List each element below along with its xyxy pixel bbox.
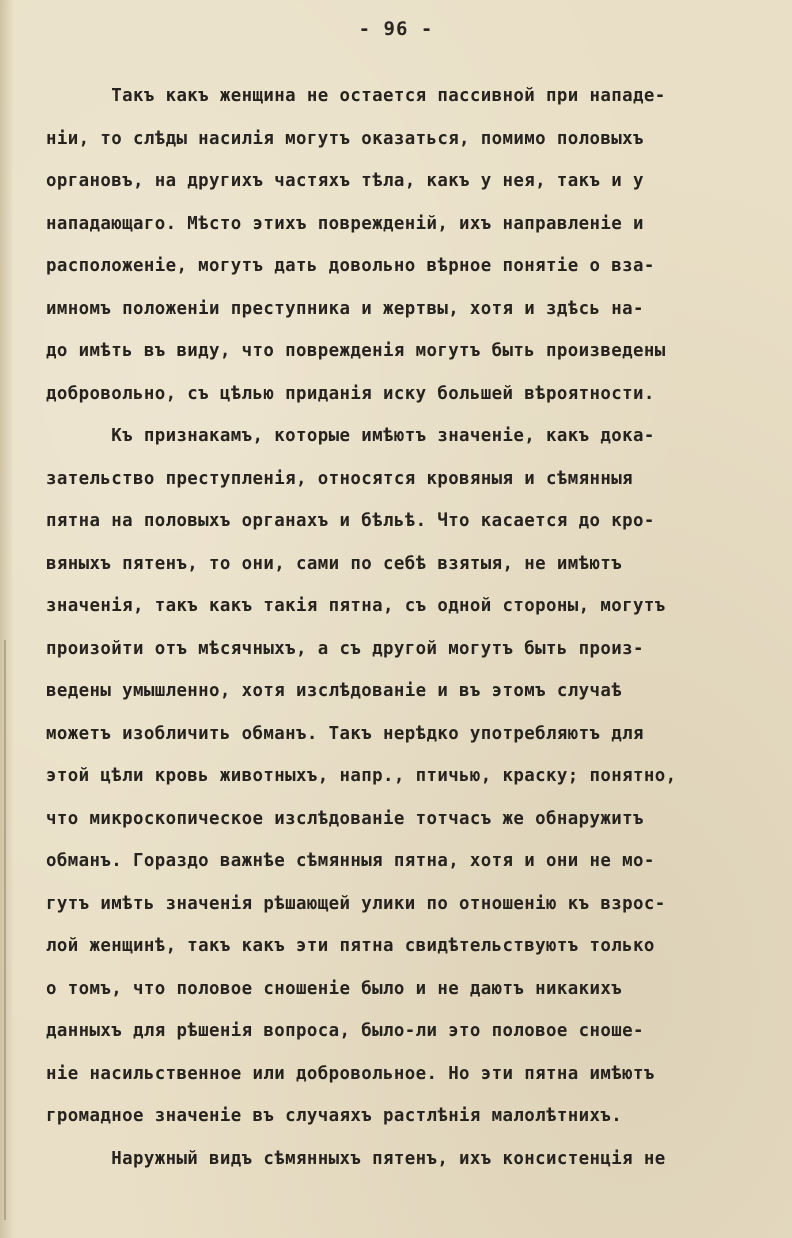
body-text xyxy=(46,75,786,1180)
text-line: пятна на половыхъ органахъ и бѣльѣ. Что касается до кро- xyxy=(46,511,655,531)
text-line: Такъ какъ женщина не остается пассивной при нападе- xyxy=(46,86,666,106)
text-line: данныхъ для рѣшенiя вопроса, было-ли это половое сноше- xyxy=(46,1021,644,1041)
text-line: громадное значенiе въ случаяхъ растлѣнiя малолѣтнихъ. xyxy=(46,1106,623,1126)
text-line: можетъ изобличить обманъ. Такъ нерѣдко употребляютъ для xyxy=(46,723,644,744)
text-line: о томъ, что половое сношенiе было и не даютъ никакихъ xyxy=(46,978,623,999)
text-line: произойти отъ мѣсячныхъ, а съ другой могутъ быть произ- xyxy=(46,638,644,659)
text-line: нiи, то слѣды насилiя могутъ оказаться, помимо половыхъ xyxy=(46,128,644,149)
text-line: нiе насильственное или добровольное. Но эти пятна имѣютъ xyxy=(46,1063,655,1084)
text-line: имномъ положенiи преступника и жертвы, хотя и здѣсь на- xyxy=(46,298,644,319)
text-line: Къ признакамъ, которые имѣютъ значенiе, какъ дока- xyxy=(46,426,655,446)
text-line: нападающаго. Мѣсто этихъ поврежденiй, ихъ направленiе и xyxy=(46,213,644,234)
text-line: до имѣть въ виду, что поврежденiя могутъ быть произведены xyxy=(46,341,666,361)
text-line: ведены умышленно, хотя изслѣдованiе и въ этомъ случаѣ xyxy=(46,681,623,701)
binding-mark xyxy=(4,640,6,1220)
text-line: расположенiе, могутъ дать довольно вѣрное понятiе о вза- xyxy=(46,256,655,276)
text-line: органовъ, на другихъ частяхъ тѣла, какъ у нея, такъ и у xyxy=(46,171,644,191)
text-line: что микроскопическое изслѣдованiе тотчасъ же обнаружитъ xyxy=(46,808,644,829)
text-line: этой цѣли кровь животныхъ, напр., птичью, краску; понятно, xyxy=(46,766,677,786)
text-line: зательство преступленiя, относятся кровяныя и сѣмянныя xyxy=(46,468,633,489)
text-line: добровольно, съ цѣлью приданiя иску большей вѣроятности. xyxy=(46,383,655,404)
page-number: - 96 - xyxy=(358,18,434,40)
text-line: значенiя, такъ какъ такiя пятна, съ одной стороны, могутъ xyxy=(46,596,666,616)
text-line: обманъ. Гораздо важнѣе сѣмянныя пятна, хотя и они не мо- xyxy=(46,851,655,871)
text-line: гутъ имѣть значенiя рѣшающей улики по отношенiю къ взрос- xyxy=(46,893,666,914)
page-edge-shadow xyxy=(0,0,14,1238)
text-line: вяныхъ пятенъ, то они, сами по себѣ взятыя, не имѣютъ xyxy=(46,553,623,574)
text-line: лой женщинѣ, такъ какъ эти пятна свидѣтельствуютъ только xyxy=(46,936,655,956)
text-line: Наружный видъ сѣмянныхъ пятенъ, ихъ консистенцiя не xyxy=(46,1148,666,1169)
